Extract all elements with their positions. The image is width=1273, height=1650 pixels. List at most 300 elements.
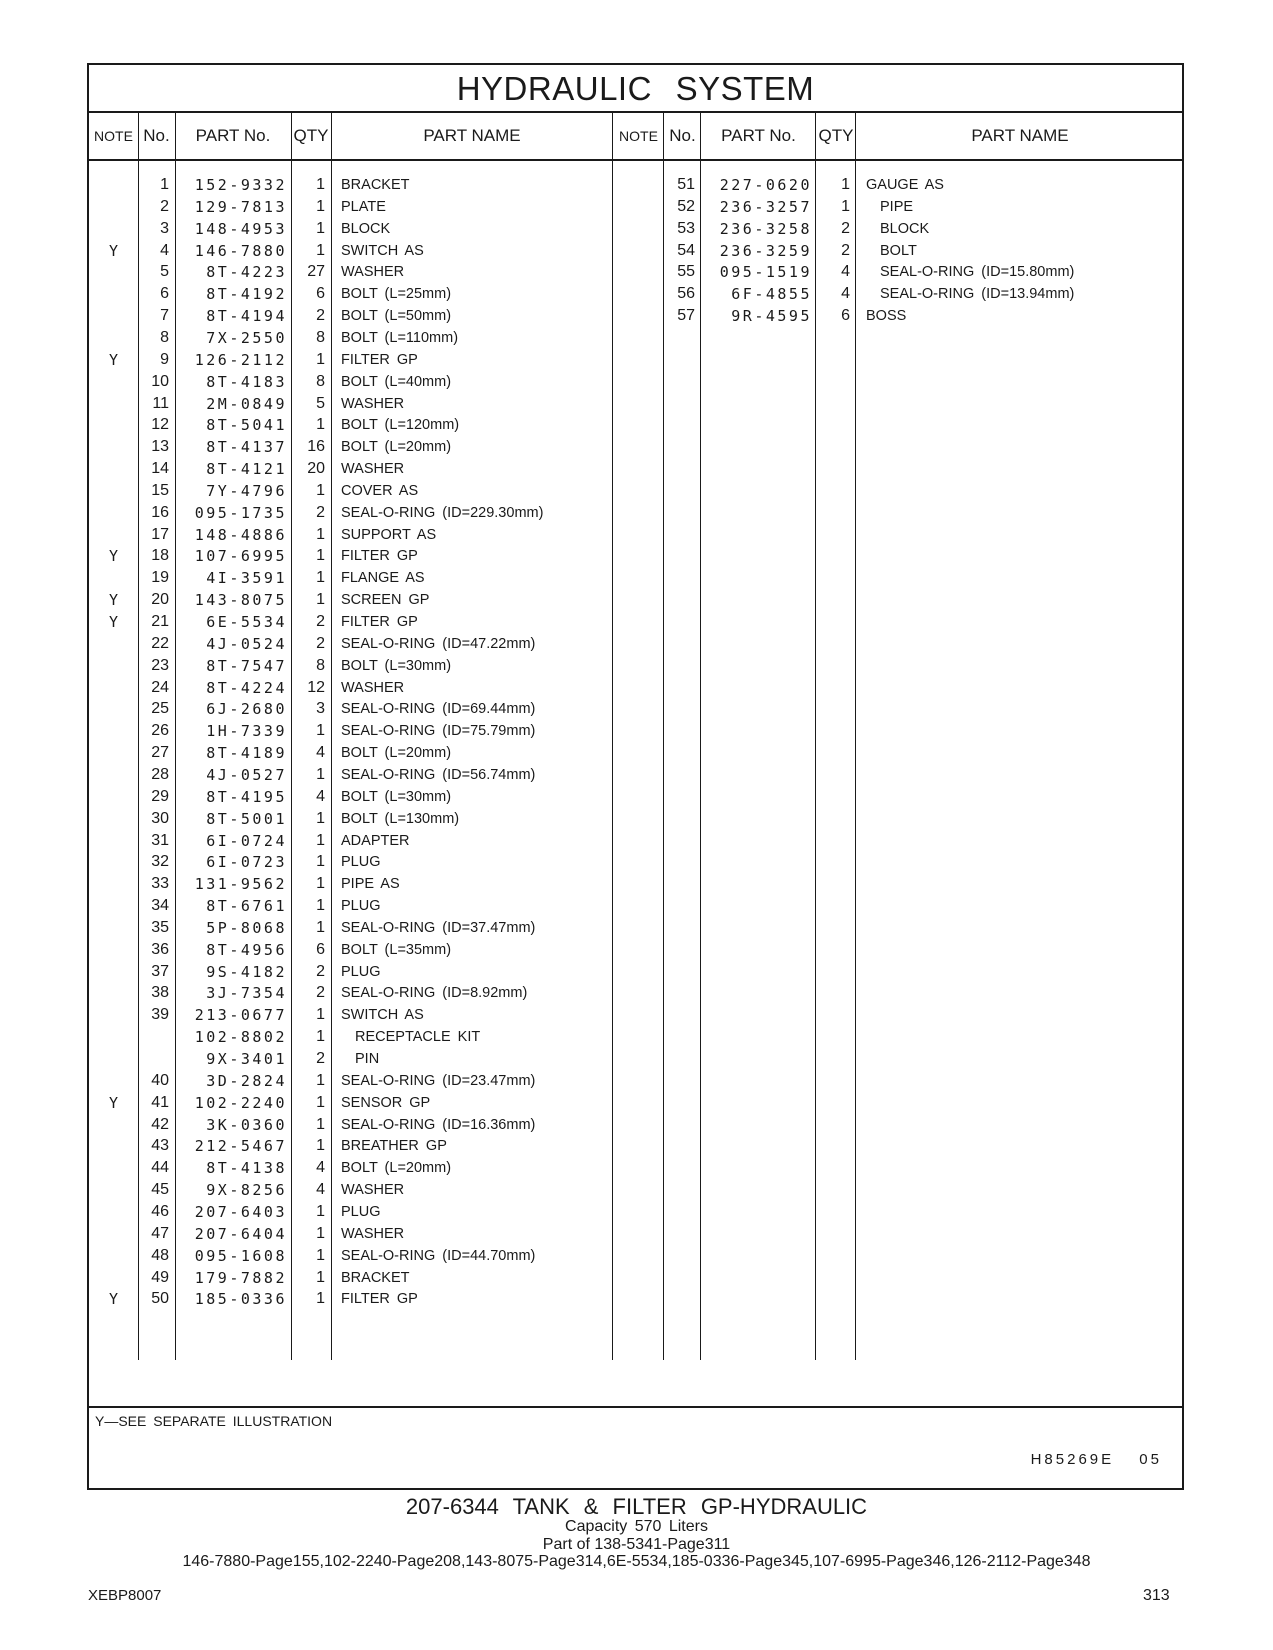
table-row	[89, 327, 1182, 349]
quantity-cell: 3	[316, 700, 325, 718]
note-cell	[89, 698, 138, 720]
table-row	[89, 1048, 1182, 1070]
part-name-cell: BREATHER GP	[341, 1138, 447, 1155]
item-number-cell: 37	[151, 962, 169, 980]
part-name-cell: BOLT	[880, 242, 917, 259]
quantity-cell: 1	[316, 416, 325, 434]
item-number-cell: 44	[151, 1159, 169, 1177]
item-number-cell: 16	[151, 503, 169, 521]
item-number-cell: 41	[151, 1093, 169, 1111]
note-cell	[89, 371, 138, 393]
table-row	[89, 393, 1182, 415]
part-number-cell: 8T-5001	[206, 809, 287, 828]
item-number-cell: 39	[151, 1006, 169, 1024]
table-row	[89, 1179, 1182, 1201]
table-row	[89, 1288, 1182, 1310]
note-cell	[89, 633, 138, 655]
table-row	[89, 1114, 1182, 1136]
item-number-cell: 48	[151, 1246, 169, 1264]
part-number-cell: 3J-7354	[206, 984, 287, 1003]
quantity-cell: 6	[841, 307, 850, 325]
part-name-cell: SEAL-O-RING (ID=69.44mm)	[341, 701, 536, 718]
part-number-cell: 236-3259	[719, 241, 812, 260]
header-no-right: No.	[669, 126, 696, 145]
note-cell: Y	[108, 591, 119, 610]
item-number-cell: 22	[151, 634, 169, 652]
note-cell	[89, 1004, 138, 1026]
part-name-cell: PLUG	[341, 1203, 381, 1220]
part-number-cell: 236-3257	[719, 197, 812, 216]
part-name-cell: SEAL-O-RING (ID=8.92mm)	[341, 985, 528, 1002]
part-name-cell: BLOCK	[341, 220, 391, 237]
item-number-cell: 38	[151, 984, 169, 1002]
item-number-cell: 28	[151, 765, 169, 783]
part-number-cell: 6E-5534	[206, 613, 287, 631]
part-name-cell: PLUG	[341, 963, 381, 980]
note-cell: Y	[108, 241, 119, 260]
quantity-cell: 1	[316, 1093, 325, 1111]
part-number-cell: 212-5467	[194, 1137, 287, 1156]
quantity-cell: 8	[316, 372, 325, 390]
part-number-cell: 3D-2824	[206, 1071, 287, 1090]
quantity-cell: 6	[316, 940, 325, 958]
part-name-cell: FILTER GP	[341, 351, 418, 368]
part-name-cell: ADAPTER	[341, 832, 410, 849]
note-cell	[613, 261, 664, 283]
part-number-cell: 9X-8256	[206, 1181, 287, 1200]
part-number-cell: 7X-2550	[206, 328, 287, 347]
part-name-cell: BOLT (L=25mm)	[341, 286, 452, 303]
part-number-cell: 143-8075	[194, 591, 287, 610]
table-row	[89, 174, 1182, 196]
quantity-cell: 2	[316, 503, 325, 521]
part-number-cell: 6J-2680	[206, 700, 287, 719]
item-number-cell: 19	[151, 569, 169, 587]
item-number-cell: 3	[160, 219, 169, 237]
note-cell	[89, 917, 138, 939]
part-number-cell: 8T-4137	[206, 438, 287, 457]
part-name-cell: BRACKET	[341, 177, 410, 193]
item-number-cell: 32	[151, 853, 169, 871]
part-name-cell: BOLT (L=40mm)	[341, 373, 452, 390]
quantity-cell: 1	[316, 875, 325, 893]
part-name-cell: PLUG	[341, 854, 381, 871]
part-name-cell: FILTER GP	[341, 614, 418, 630]
part-name-cell: WASHER	[341, 264, 405, 281]
table-header	[89, 113, 1182, 161]
part-number-cell: 236-3258	[719, 219, 812, 238]
part-number-cell: 107-6995	[194, 547, 287, 566]
note-cell	[89, 1026, 138, 1048]
item-number-cell: 27	[151, 744, 169, 762]
section-title: HYDRAULIC SYSTEM	[89, 65, 1182, 113]
table-row	[89, 371, 1182, 393]
note-cell	[89, 502, 138, 524]
quantity-cell: 6	[316, 285, 325, 303]
quantity-cell: 2	[841, 219, 850, 237]
table-row	[89, 720, 1182, 742]
part-name-cell: FILTER GP	[341, 1291, 418, 1308]
item-number-cell: 17	[151, 525, 169, 543]
note-cell	[89, 1114, 138, 1136]
note-cell	[89, 1201, 138, 1223]
part-number-cell: 8T-4183	[206, 372, 287, 391]
quantity-cell: 1	[316, 1137, 325, 1155]
table-row	[89, 261, 1182, 283]
part-number-cell: 102-8802	[194, 1028, 287, 1047]
part-name-cell: PLUG	[341, 898, 381, 915]
table-row	[89, 502, 1182, 524]
item-number-cell	[138, 1048, 175, 1070]
header-part-name-right: PART NAME	[971, 126, 1069, 145]
quantity-cell: 20	[307, 460, 325, 478]
item-number-cell: 35	[151, 918, 169, 936]
item-number-cell: 6	[160, 285, 169, 303]
quantity-cell: 1	[316, 1202, 325, 1220]
item-number-cell: 36	[151, 940, 169, 958]
caption-references: 146-7880-Page155,102-2240-Page208,143-8075-Page314,6E-5534,185-0336-Page345,107-6995-Page346,126-2112-Page348	[182, 1553, 1091, 1570]
caption-capacity: Capacity 570 Liters	[565, 1518, 708, 1535]
part-number-cell: 9X-3401	[206, 1050, 287, 1068]
item-number-cell: 10	[151, 372, 169, 390]
item-number-cell: 15	[151, 481, 169, 499]
quantity-cell: 8	[316, 656, 325, 674]
part-number-cell: 213-0677	[194, 1006, 287, 1025]
note-cell	[89, 393, 138, 415]
quantity-cell: 1	[316, 722, 325, 740]
part-number-cell: 148-4953	[194, 219, 287, 238]
quantity-cell: 4	[316, 1181, 325, 1199]
header-note-left: NOTE	[94, 128, 133, 144]
item-number-cell: 34	[151, 897, 169, 915]
part-name-cell: BOLT (L=110mm)	[341, 329, 459, 346]
part-name-cell: PIN	[355, 1051, 380, 1067]
quantity-cell: 5	[316, 394, 325, 412]
part-name-cell: SEAL-O-RING (ID=13.94mm)	[880, 286, 1075, 303]
table-row	[89, 961, 1182, 983]
note-cell	[89, 786, 138, 808]
part-name-cell: BRACKET	[341, 1269, 410, 1286]
item-number-cell: 51	[677, 176, 695, 193]
part-number-cell: 095-1608	[194, 1246, 287, 1265]
part-number-cell: 6I-0724	[206, 831, 287, 850]
table-row	[89, 196, 1182, 218]
item-number-cell: 23	[151, 656, 169, 674]
note-cell	[89, 436, 138, 458]
part-number-cell: 126-2112	[194, 350, 287, 369]
item-number-cell: 14	[151, 460, 169, 478]
part-number-cell: 8T-4192	[206, 285, 287, 304]
note-cell	[89, 1179, 138, 1201]
part-name-cell: SEAL-O-RING (ID=47.22mm)	[341, 635, 536, 652]
part-number-cell: 6I-0723	[206, 853, 287, 872]
header-part-name-left: PART NAME	[423, 126, 521, 145]
part-name-cell: WASHER	[341, 1182, 405, 1199]
note-cell	[89, 1070, 138, 1092]
note-cell	[89, 677, 138, 699]
note-cell	[89, 1048, 138, 1070]
quantity-cell: 1	[316, 1115, 325, 1133]
part-number-cell: 185-0336	[194, 1290, 287, 1309]
item-number-cell: 11	[152, 394, 169, 412]
note-cell	[89, 1267, 138, 1289]
table-row	[89, 851, 1182, 873]
table-row	[89, 458, 1182, 480]
part-number-cell: 4J-0527	[206, 765, 287, 784]
footnote: Y—SEE SEPARATE ILLUSTRATION	[95, 1413, 333, 1429]
note-cell	[89, 720, 138, 742]
note-cell	[613, 283, 664, 305]
part-number-cell: 095-1735	[194, 503, 287, 522]
part-number-cell: 8T-4195	[206, 787, 287, 806]
item-number-cell: 4	[160, 241, 169, 259]
quantity-cell: 1	[316, 918, 325, 936]
table-row	[89, 305, 1182, 327]
item-number-cell: 18	[151, 547, 169, 565]
part-number-cell: 8T-6761	[206, 897, 287, 916]
caption-part-of: Part of 138-5341-Page311	[542, 1536, 731, 1553]
quantity-cell: 1	[316, 809, 325, 827]
part-number-cell: 152-9332	[194, 176, 287, 194]
part-number-cell: 8T-4956	[206, 940, 287, 959]
part-number-cell: 8T-4223	[206, 263, 287, 282]
quantity-cell: 4	[841, 263, 850, 281]
quantity-cell: 1	[316, 1006, 325, 1024]
table-row	[89, 939, 1182, 961]
table-row	[89, 283, 1182, 305]
item-number-cell: 7	[160, 307, 169, 325]
part-name-cell: SEAL-O-RING (ID=75.79mm)	[341, 723, 536, 740]
part-name-cell: SEAL-O-RING (ID=15.80mm)	[880, 264, 1075, 281]
part-name-cell: WASHER	[341, 461, 405, 478]
note-cell	[613, 196, 664, 218]
part-number-cell: 102-2240	[194, 1093, 287, 1112]
part-name-cell: PIPE AS	[341, 876, 400, 893]
item-number-cell: 43	[151, 1137, 169, 1155]
part-name-cell: GAUGE AS	[866, 177, 944, 193]
quantity-cell: 1	[316, 176, 325, 193]
item-number-cell: 57	[677, 307, 695, 325]
part-number-cell: 8T-7547	[206, 656, 287, 675]
part-name-cell: SEAL-O-RING (ID=229.30mm)	[341, 504, 544, 521]
note-cell	[89, 327, 138, 349]
table-row	[89, 830, 1182, 852]
table-row	[89, 742, 1182, 764]
header-part-no-right: PART No.	[721, 126, 796, 145]
table-row	[89, 808, 1182, 830]
part-name-cell: WASHER	[341, 679, 405, 696]
note-cell	[613, 240, 664, 262]
part-name-cell: PIPE	[880, 198, 914, 215]
item-number-cell: 30	[151, 809, 169, 827]
quantity-cell: 1	[316, 1071, 325, 1089]
item-number-cell: 9	[160, 350, 169, 368]
table-row	[89, 982, 1182, 1004]
item-number-cell	[138, 1026, 175, 1048]
quantity-cell: 4	[316, 787, 325, 805]
part-name-cell: PLATE	[341, 198, 386, 215]
item-number-cell: 47	[151, 1224, 169, 1242]
quantity-cell: 2	[841, 241, 850, 259]
quantity-cell: 2	[316, 962, 325, 980]
quantity-cell: 1	[316, 547, 325, 565]
caption-title: 207-6344 TANK & FILTER GP-HYDRAULIC	[405, 1494, 868, 1519]
table-row	[89, 1245, 1182, 1267]
quantity-cell: 1	[316, 1268, 325, 1286]
item-number-cell: 2	[160, 197, 169, 215]
part-number-cell: 7Y-4796	[206, 481, 287, 500]
table-row	[89, 1070, 1182, 1092]
quantity-cell: 2	[316, 307, 325, 325]
table-row	[89, 1223, 1182, 1245]
quantity-cell: 27	[307, 263, 325, 281]
item-number-cell: 42	[151, 1115, 169, 1133]
table-row	[89, 524, 1182, 546]
page-number: 313	[1143, 1587, 1170, 1604]
note-cell	[89, 1157, 138, 1179]
table-row	[89, 1004, 1182, 1026]
quantity-cell: 1	[316, 569, 325, 587]
part-name-cell: SEAL-O-RING (ID=16.36mm)	[341, 1116, 536, 1133]
item-number-cell: 25	[151, 700, 169, 718]
quantity-cell: 1	[316, 219, 325, 237]
parts-table-frame	[87, 63, 1184, 1490]
table-row	[89, 698, 1182, 720]
table-row	[89, 1135, 1182, 1157]
part-number-cell: 227-0620	[719, 176, 812, 194]
item-number-cell: 5	[160, 263, 169, 281]
item-number-cell: 53	[677, 219, 695, 237]
note-cell	[613, 174, 664, 196]
note-cell	[89, 414, 138, 436]
quantity-cell: 1	[316, 897, 325, 915]
quantity-cell: 4	[316, 744, 325, 762]
quantity-cell: 1	[316, 481, 325, 499]
part-number-cell: 8T-4194	[206, 307, 287, 326]
quantity-cell: 1	[316, 853, 325, 871]
item-number-cell: 31	[151, 831, 169, 849]
table-row	[89, 218, 1182, 240]
header-note-right: NOTE	[619, 128, 658, 144]
note-cell	[89, 895, 138, 917]
note-cell	[89, 742, 138, 764]
quantity-cell: 1	[316, 1290, 325, 1308]
table-row	[89, 480, 1182, 502]
table-row	[89, 895, 1182, 917]
item-number-cell: 55	[677, 263, 695, 281]
note-cell	[613, 305, 664, 327]
quantity-cell: 1	[316, 1028, 325, 1046]
table-row	[89, 1267, 1182, 1289]
part-number-cell: 6F-4855	[731, 285, 812, 304]
part-name-cell: BOLT (L=20mm)	[341, 439, 452, 456]
part-name-cell: SEAL-O-RING (ID=44.70mm)	[341, 1247, 536, 1264]
note-cell	[89, 764, 138, 786]
part-name-cell: SWITCH AS	[341, 242, 424, 259]
part-name-cell: BOLT (L=50mm)	[341, 308, 452, 325]
part-number-cell: 207-6403	[194, 1202, 287, 1221]
note-cell	[89, 982, 138, 1004]
note-cell	[89, 830, 138, 852]
note-cell: Y	[108, 547, 119, 566]
table-row	[89, 240, 1182, 262]
item-number-cell: 46	[151, 1202, 169, 1220]
quantity-cell: 1	[316, 197, 325, 215]
quantity-cell: 1	[316, 1224, 325, 1242]
note-cell: Y	[108, 1290, 119, 1309]
part-number-cell: 8T-4138	[206, 1159, 287, 1178]
note-cell	[89, 873, 138, 895]
quantity-cell: 1	[316, 525, 325, 543]
part-name-cell: BOSS	[866, 308, 907, 325]
part-name-cell: FLANGE AS	[341, 570, 425, 587]
part-number-cell: 146-7880	[194, 241, 287, 260]
note-cell	[89, 939, 138, 961]
note-cell	[89, 851, 138, 873]
item-number-cell: 49	[151, 1268, 169, 1286]
table-row	[89, 633, 1182, 655]
item-number-cell: 52	[677, 197, 695, 215]
quantity-cell: 4	[316, 1159, 325, 1177]
part-number-cell: 8T-4189	[206, 744, 287, 763]
quantity-cell: 1	[316, 591, 325, 609]
note-cell	[89, 458, 138, 480]
table-row	[89, 1157, 1182, 1179]
part-number-cell: 095-1519	[719, 263, 812, 282]
quantity-cell: 1	[316, 241, 325, 259]
table-row	[89, 545, 1182, 567]
quantity-cell: 1	[841, 197, 850, 215]
part-name-cell: SUPPORT AS	[341, 526, 437, 543]
part-number-cell: 9S-4182	[206, 962, 287, 981]
part-name-cell: BOLT (L=20mm)	[341, 1160, 452, 1177]
part-number-cell: 8T-4121	[206, 460, 287, 479]
header-no-left: No.	[143, 126, 170, 145]
table-row	[89, 349, 1182, 371]
part-number-cell: 5P-8068	[206, 918, 287, 937]
quantity-cell: 2	[316, 1050, 325, 1067]
note-cell	[613, 218, 664, 240]
part-name-cell: RECEPTACLE KIT	[355, 1029, 481, 1046]
drawing-code: H85269E 05	[1030, 1451, 1162, 1468]
part-number-cell: 207-6404	[194, 1224, 287, 1243]
part-name-cell: SEAL-O-RING (ID=56.74mm)	[341, 766, 536, 783]
part-name-cell: SCREEN GP	[341, 592, 430, 609]
part-name-cell: BOLT (L=120mm)	[341, 417, 460, 434]
table-row	[89, 873, 1182, 895]
part-name-cell: BOLT (L=130mm)	[341, 810, 460, 827]
part-number-cell: 4J-0524	[206, 634, 287, 653]
part-name-cell: FILTER GP	[341, 548, 418, 565]
quantity-cell: 1	[316, 765, 325, 783]
item-number-cell: 20	[151, 591, 169, 609]
header-qty-right: QTY	[818, 126, 854, 145]
table-row	[89, 414, 1182, 436]
item-number-cell: 40	[151, 1071, 169, 1089]
quantity-cell: 2	[316, 613, 325, 630]
part-name-cell: SENSOR GP	[341, 1094, 431, 1111]
table-row	[89, 1092, 1182, 1114]
note-cell	[89, 1245, 138, 1267]
header-qty-left: QTY	[293, 126, 329, 145]
item-number-cell: 8	[160, 328, 169, 346]
note-cell	[89, 808, 138, 830]
table-row	[89, 436, 1182, 458]
note-cell	[89, 567, 138, 589]
table-row	[89, 589, 1182, 611]
item-number-cell: 21	[151, 613, 169, 630]
quantity-cell: 1	[316, 350, 325, 368]
